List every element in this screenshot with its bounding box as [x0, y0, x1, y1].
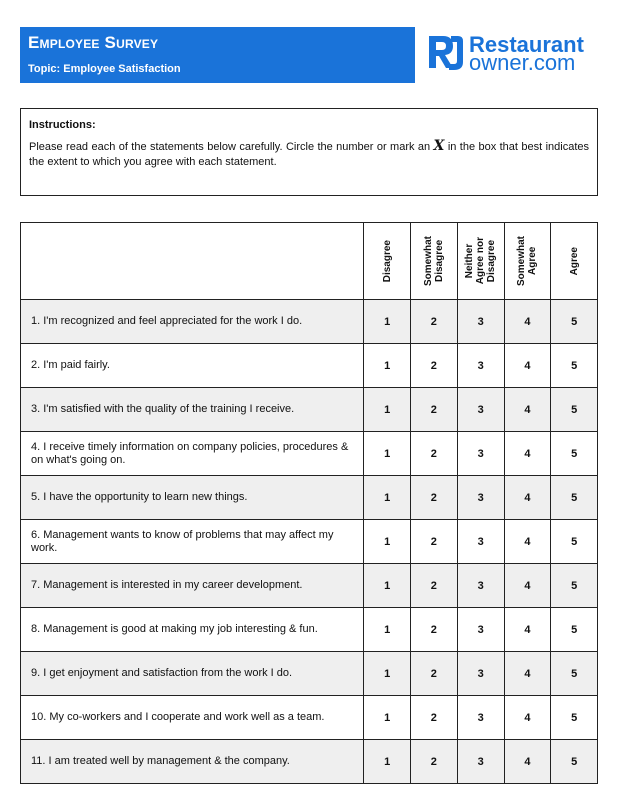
- rating-cell[interactable]: 2: [410, 520, 457, 564]
- statement-text: 4. I receive timely information on company policies, procedures & on what's going on.: [21, 432, 364, 476]
- rating-cell[interactable]: 5: [551, 476, 598, 520]
- rating-cell[interactable]: 5: [551, 344, 598, 388]
- scale-label: Neither Agree nor Disagree: [464, 237, 498, 285]
- restaurant-owner-logo: [425, 30, 600, 80]
- scale-header-disagree: [364, 223, 411, 300]
- rating-cell[interactable]: 5: [551, 740, 598, 784]
- scale-label: Somewhat Agree: [516, 235, 539, 286]
- rating-cell[interactable]: 3: [457, 520, 504, 564]
- rating-cell[interactable]: 4: [504, 652, 551, 696]
- statement-text: 5. I have the opportunity to learn new things.: [21, 476, 364, 520]
- statement-text: 10. My co-workers and I cooperate and work well as a team.: [21, 696, 364, 740]
- rating-cell[interactable]: 1: [364, 520, 411, 564]
- rating-cell[interactable]: 1: [364, 300, 411, 344]
- survey-row: [21, 740, 598, 784]
- rating-cell[interactable]: 1: [364, 740, 411, 784]
- rating-cell[interactable]: 1: [364, 388, 411, 432]
- rating-cell[interactable]: 4: [504, 520, 551, 564]
- rating-cell[interactable]: 4: [504, 740, 551, 784]
- rating-cell[interactable]: 2: [410, 740, 457, 784]
- scale-header-row: [21, 223, 598, 300]
- survey-row: [21, 608, 598, 652]
- rating-cell[interactable]: 2: [410, 696, 457, 740]
- instructions-heading: Instructions:: [29, 119, 96, 131]
- survey-row: [21, 476, 598, 520]
- rating-cell[interactable]: 3: [457, 344, 504, 388]
- x-mark-symbol: X: [433, 138, 445, 154]
- rating-cell[interactable]: 1: [364, 696, 411, 740]
- rating-cell[interactable]: 2: [410, 300, 457, 344]
- rating-cell[interactable]: 1: [364, 564, 411, 608]
- rating-cell[interactable]: 5: [551, 564, 598, 608]
- survey-header-banner: [20, 27, 415, 83]
- logo-text-restaurant: Restaurant: [469, 32, 584, 57]
- rating-cell[interactable]: 1: [364, 344, 411, 388]
- rating-cell[interactable]: 2: [410, 476, 457, 520]
- instructions-text: [29, 139, 589, 170]
- scale-header-somewhat-disagree: [410, 223, 457, 300]
- scale-header-neutral: [457, 223, 504, 300]
- logo-text-owner: owner.com: [469, 50, 576, 75]
- rating-cell[interactable]: 4: [504, 344, 551, 388]
- rating-cell[interactable]: 1: [364, 476, 411, 520]
- instructions-text-end: in the box that best indicates the extent to which you agree with each statement.: [29, 141, 589, 168]
- rating-cell[interactable]: 5: [551, 432, 598, 476]
- rating-cell[interactable]: 1: [364, 652, 411, 696]
- survey-row: [21, 652, 598, 696]
- rating-cell[interactable]: 4: [504, 564, 551, 608]
- statement-text: 2. I'm paid fairly.: [21, 344, 364, 388]
- rating-cell[interactable]: 3: [457, 608, 504, 652]
- rating-cell[interactable]: 3: [457, 696, 504, 740]
- rating-cell[interactable]: 2: [410, 652, 457, 696]
- statement-text: 9. I get enjoyment and satisfaction from the work I do.: [21, 652, 364, 696]
- rating-cell[interactable]: 5: [551, 388, 598, 432]
- scale-header-somewhat-agree: [504, 223, 551, 300]
- survey-table: [20, 222, 598, 784]
- statement-text: 6. Management wants to know of problems that may affect my work.: [21, 520, 364, 564]
- statement-column-header: [21, 223, 364, 300]
- statement-text: 7. Management is interested in my career development.: [21, 564, 364, 608]
- rating-cell[interactable]: 3: [457, 300, 504, 344]
- rating-cell[interactable]: 3: [457, 652, 504, 696]
- statement-text: 3. I'm satisfied with the quality of the training I receive.: [21, 388, 364, 432]
- rating-cell[interactable]: 2: [410, 564, 457, 608]
- survey-row: [21, 388, 598, 432]
- rating-cell[interactable]: 2: [410, 388, 457, 432]
- statement-text: 8. Management is good at making my job interesting & fun.: [21, 608, 364, 652]
- ro-logo-icon: [425, 32, 465, 72]
- rating-cell[interactable]: 1: [364, 608, 411, 652]
- rating-cell[interactable]: 1: [364, 432, 411, 476]
- scale-label: Agree: [568, 246, 580, 276]
- rating-cell[interactable]: 2: [410, 608, 457, 652]
- rating-cell[interactable]: 3: [457, 564, 504, 608]
- rating-cell[interactable]: 4: [504, 300, 551, 344]
- rating-cell[interactable]: 3: [457, 388, 504, 432]
- survey-row: [21, 344, 598, 388]
- survey-row: [21, 564, 598, 608]
- survey-topic: Topic: Employee Satisfaction: [28, 63, 181, 75]
- rating-cell[interactable]: 5: [551, 520, 598, 564]
- rating-cell[interactable]: 2: [410, 344, 457, 388]
- instructions-box: [20, 108, 598, 196]
- rating-cell[interactable]: 3: [457, 476, 504, 520]
- rating-cell[interactable]: 4: [504, 432, 551, 476]
- survey-row: [21, 432, 598, 476]
- rating-cell[interactable]: 4: [504, 476, 551, 520]
- rating-cell[interactable]: 3: [457, 432, 504, 476]
- instructions-text-start: Please read each of the statements below carefully. Circle the number or mark an: [29, 141, 434, 153]
- survey-title: Employee Survey: [28, 33, 159, 52]
- survey-table-body: [21, 300, 598, 784]
- statement-text: 11. I am treated well by management & the company.: [21, 740, 364, 784]
- rating-cell[interactable]: 2: [410, 432, 457, 476]
- rating-cell[interactable]: 5: [551, 696, 598, 740]
- rating-cell[interactable]: 4: [504, 388, 551, 432]
- rating-cell[interactable]: 4: [504, 608, 551, 652]
- scale-label: Somewhat Disagree: [422, 235, 445, 286]
- survey-row: [21, 520, 598, 564]
- scale-label: Disagree: [381, 239, 393, 283]
- rating-cell[interactable]: 5: [551, 300, 598, 344]
- survey-row: [21, 696, 598, 740]
- rating-cell[interactable]: 5: [551, 608, 598, 652]
- statement-text: 1. I'm recognized and feel appreciated for the work I do.: [21, 300, 364, 344]
- rating-cell[interactable]: 3: [457, 740, 504, 784]
- rating-cell[interactable]: 4: [504, 696, 551, 740]
- scale-header-agree: [551, 223, 598, 300]
- rating-cell[interactable]: 5: [551, 652, 598, 696]
- survey-row: [21, 300, 598, 344]
